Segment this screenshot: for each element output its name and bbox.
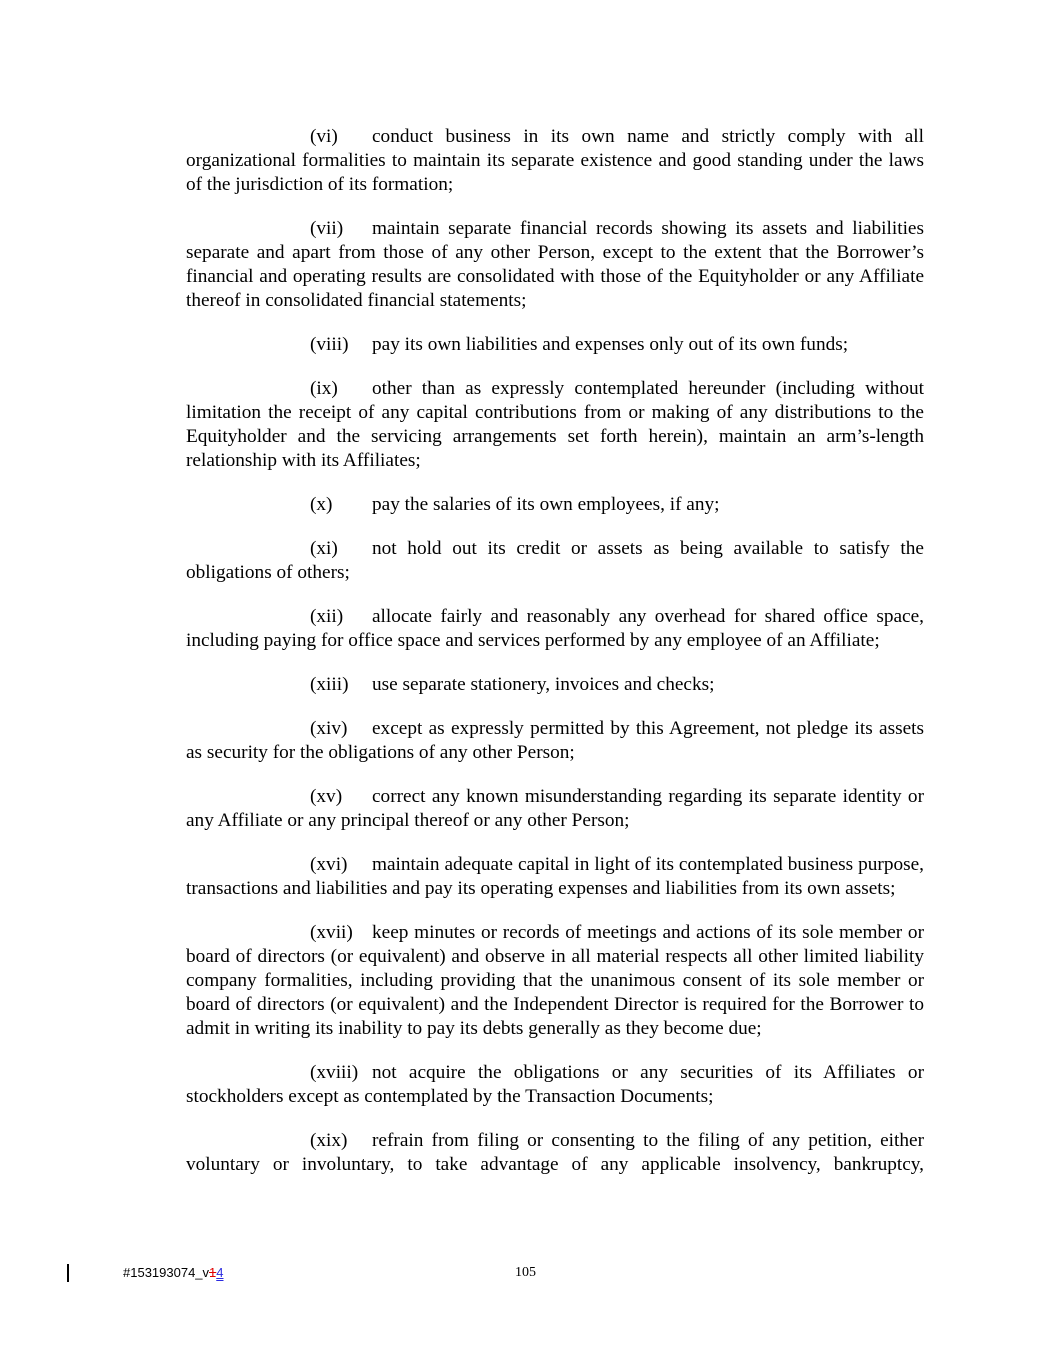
- clause-text: pay its own liabilities and expenses only out of its own funds;: [372, 334, 849, 355]
- document-id-inserted-version: 4: [216, 1265, 224, 1280]
- clause-xvii: [186, 921, 924, 1041]
- clause-number: (xviii): [310, 1062, 359, 1083]
- clause-text: not acquire the obligations or any securities of its Affiliates or stockholders except as contemplated by the Transaction Documents;: [186, 1062, 924, 1107]
- clause-number: (xiv): [310, 718, 348, 739]
- clause-number: (x): [310, 494, 333, 515]
- clause-number: (vi): [310, 126, 338, 147]
- clause-xv: [186, 785, 924, 833]
- clause-number: (vii): [310, 218, 344, 239]
- clause-ix: [186, 377, 924, 473]
- document-id-prefix: #153193074_v: [123, 1265, 210, 1280]
- clause-number: (ix): [310, 378, 338, 399]
- document-id: [123, 1265, 224, 1280]
- clause-vii: [186, 217, 924, 313]
- document-body: [186, 125, 924, 1197]
- clause-number: (xv): [310, 786, 343, 807]
- clause-text: conduct business in its own name and strictly comply with all organizational formalities to maintain its separate existence and good standing under the laws of the jurisdiction of its formation;: [186, 126, 924, 195]
- clause-xiii: [186, 673, 924, 697]
- clause-number: (viii): [310, 334, 349, 355]
- clause-x: [186, 493, 924, 517]
- clause-number: (xi): [310, 538, 338, 559]
- clause-xvi: [186, 853, 924, 901]
- clause-text: keep minutes or records of meetings and actions of its sole member or board of directors (or equivalent) and observe in all material respects all other limited liability company formalities, including providing that the unanimous consent of its sole member or board of directors (or equivalent) and the Independent Director is required for the Borrower to admit in writing its inability to pay its debts generally as they become due;: [186, 922, 924, 1039]
- clause-xviii: [186, 1061, 924, 1109]
- clause-number: (xii): [310, 606, 344, 627]
- clause-text: allocate fairly and reasonably any overhead for shared office space, including paying for office space and services performed by any employee of an Affiliate;: [186, 606, 924, 651]
- clause-number: (xvii): [310, 922, 353, 943]
- change-bar: [67, 1264, 69, 1282]
- clause-text: maintain separate financial records showing its assets and liabilities separate and apart from those of any other Person, except to the extent that the Borrower’s financial and operating results are consolidated with those of the Equityholder or any Affiliate thereof in consolidated financial statements;: [186, 218, 924, 311]
- clause-text: correct any known misunderstanding regarding its separate identity or any Affiliate or any principal thereof or any other Person;: [186, 786, 924, 831]
- clause-xiv: [186, 717, 924, 765]
- clause-text: maintain adequate capital in light of its contemplated business purpose, transactions and liabilities and pay its operating expenses and liabilities from its own assets;: [186, 854, 924, 899]
- clause-text: use separate stationery, invoices and checks;: [372, 674, 715, 695]
- clause-text: except as expressly permitted by this Agreement, not pledge its assets as security for the obligations of any other Person;: [186, 718, 924, 763]
- clause-text: other than as expressly contemplated hereunder (including without limitation the receipt of any capital contributions from or making of any distributions to the Equityholder and the servicing arrangements set forth herein), maintain an arm’s-length relationship with its Affiliates;: [186, 378, 924, 471]
- clause-viii: [186, 333, 924, 357]
- clause-number: (xix): [310, 1130, 348, 1151]
- clause-text: refrain from filing or consenting to the filing of any petition, either voluntary or involuntary, to take advantage of any applicable insolvency, bankruptcy,: [186, 1130, 924, 1175]
- clause-number: (xvi): [310, 854, 348, 875]
- page-number: 105: [515, 1265, 536, 1280]
- clause-number: (xiii): [310, 674, 349, 695]
- clause-text: not hold out its credit or assets as being available to satisfy the obligations of others;: [186, 538, 924, 583]
- document-id-deleted-version: 1: [209, 1265, 217, 1280]
- clause-text: pay the salaries of its own employees, if any;: [372, 494, 720, 515]
- clause-vi: [186, 125, 924, 197]
- clause-xii: [186, 605, 924, 653]
- clause-xix: [186, 1129, 924, 1177]
- clause-xi: [186, 537, 924, 585]
